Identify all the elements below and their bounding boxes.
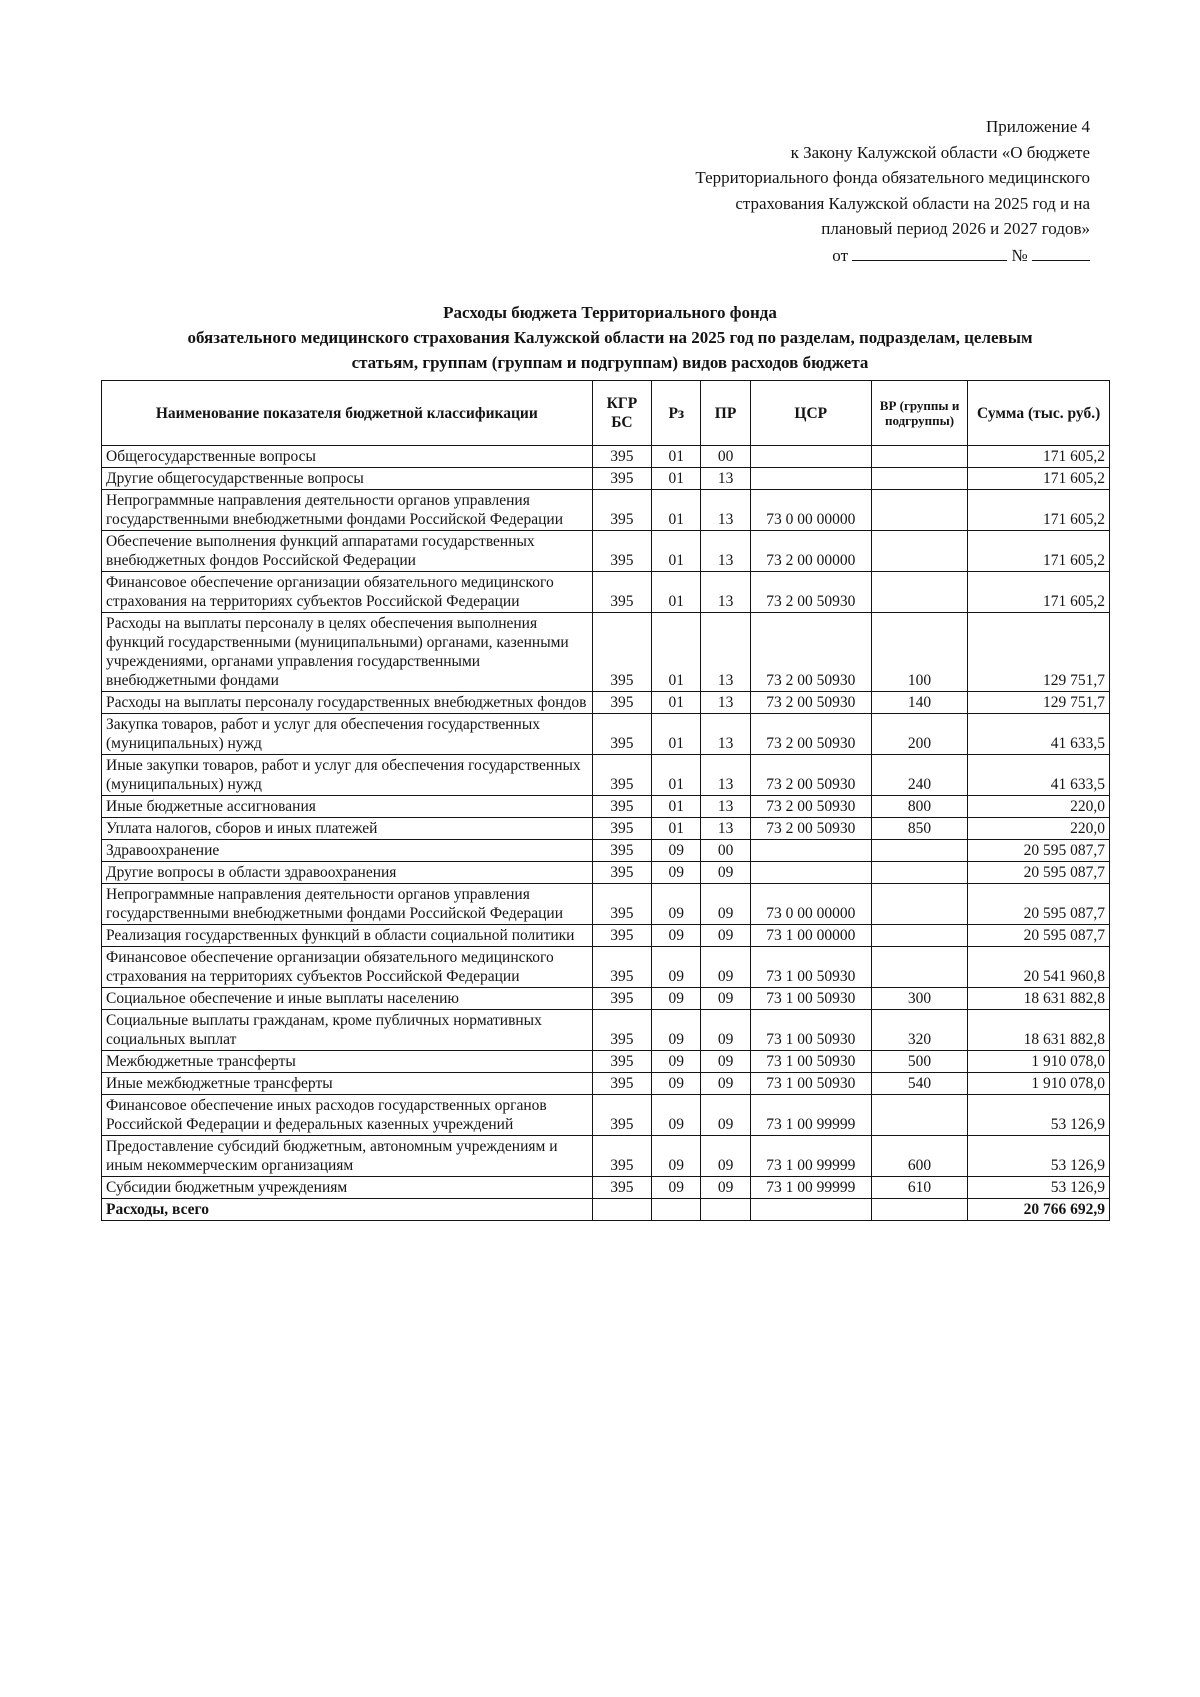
table-row — [102, 947, 1110, 988]
row-kgrbs: 395 — [592, 1177, 652, 1199]
row-sum: 1 910 078,0 — [968, 1073, 1110, 1095]
row-pr: 00 — [701, 446, 750, 468]
row-csr: 73 2 00 50930 — [750, 692, 871, 714]
row-rz: 09 — [652, 925, 701, 947]
row-csr: 73 2 00 50930 — [750, 714, 871, 755]
row-rz: 01 — [652, 796, 701, 818]
row-rz: 01 — [652, 572, 701, 613]
header-name: Наименование показателя бюджетной классификации — [102, 381, 593, 446]
row-sum: 20 595 087,7 — [968, 862, 1110, 884]
row-csr — [750, 446, 871, 468]
number-prefix: № — [1011, 245, 1028, 265]
row-pr: 13 — [701, 714, 750, 755]
row-name: Финансовое обеспечение иных расходов государственных органов Российской Федерации и федеральных казенных учреждений — [102, 1095, 593, 1136]
row-kgrbs: 395 — [592, 613, 652, 692]
row-vr — [871, 947, 967, 988]
row-pr: 09 — [701, 1073, 750, 1095]
row-csr: 73 1 00 99999 — [750, 1095, 871, 1136]
table-row — [102, 818, 1110, 840]
table-body — [102, 446, 1110, 1199]
row-sum: 41 633,5 — [968, 755, 1110, 796]
row-kgrbs: 395 — [592, 468, 652, 490]
header-rz: Рз — [652, 381, 701, 446]
row-csr: 73 1 00 99999 — [750, 1136, 871, 1177]
table-row — [102, 988, 1110, 1010]
row-csr: 73 1 00 50930 — [750, 1010, 871, 1051]
row-pr: 00 — [701, 840, 750, 862]
header-pr: ПР — [701, 381, 750, 446]
row-kgrbs: 395 — [592, 490, 652, 531]
row-csr: 73 1 00 50930 — [750, 1051, 871, 1073]
row-kgrbs: 395 — [592, 755, 652, 796]
table-row — [102, 531, 1110, 572]
row-sum: 20 595 087,7 — [968, 884, 1110, 925]
row-sum: 18 631 882,8 — [968, 988, 1110, 1010]
appendix-title: Приложение 4 — [986, 117, 1090, 136]
row-name: Финансовое обеспечение организации обязательного медицинского страхования на территориях субъектов Российской Федерации — [102, 947, 593, 988]
table-row — [102, 692, 1110, 714]
row-kgrbs: 395 — [592, 818, 652, 840]
row-name: Иные межбюджетные трансферты — [102, 1073, 593, 1095]
row-csr: 73 1 00 99999 — [750, 1177, 871, 1199]
row-vr: 200 — [871, 714, 967, 755]
total-empty-cell — [592, 1199, 652, 1221]
row-pr: 13 — [701, 796, 750, 818]
row-rz: 01 — [652, 818, 701, 840]
row-vr — [871, 884, 967, 925]
row-name: Предоставление субсидий бюджетным, автономным учреждениям и иным некоммерческим организациям — [102, 1136, 593, 1177]
appendix-line: к Закону Калужской области «О бюджете — [790, 142, 1090, 162]
row-pr: 13 — [701, 531, 750, 572]
appendix-line: Территориального фонда обязательного медицинского — [695, 168, 1090, 187]
date-blank — [852, 242, 1007, 261]
row-sum: 20 595 087,7 — [968, 925, 1110, 947]
row-kgrbs: 395 — [592, 692, 652, 714]
row-sum: 53 126,9 — [968, 1095, 1110, 1136]
row-name: Расходы на выплаты персоналу государственных внебюджетных фондов — [102, 692, 593, 714]
row-rz: 09 — [652, 884, 701, 925]
row-kgrbs: 395 — [592, 714, 652, 755]
date-prefix: от — [832, 245, 849, 265]
row-rz: 01 — [652, 531, 701, 572]
row-csr: 73 1 00 50930 — [750, 947, 871, 988]
row-rz: 09 — [652, 1051, 701, 1073]
row-csr — [750, 840, 871, 862]
row-sum: 220,0 — [968, 796, 1110, 818]
row-kgrbs: 395 — [592, 884, 652, 925]
row-pr: 13 — [701, 613, 750, 692]
table-row — [102, 755, 1110, 796]
row-kgrbs: 395 — [592, 1051, 652, 1073]
row-kgrbs: 395 — [592, 796, 652, 818]
table-row — [102, 613, 1110, 692]
table-row — [102, 468, 1110, 490]
row-sum: 171 605,2 — [968, 468, 1110, 490]
row-name: Обеспечение выполнения функций аппаратами государственных внебюджетных фондов Российской Федерации — [102, 531, 593, 572]
row-csr: 73 2 00 50930 — [750, 613, 871, 692]
row-kgrbs: 395 — [592, 947, 652, 988]
row-rz: 09 — [652, 947, 701, 988]
row-vr: 850 — [871, 818, 967, 840]
row-csr: 73 2 00 50930 — [750, 796, 871, 818]
row-pr: 13 — [701, 468, 750, 490]
row-kgrbs: 395 — [592, 446, 652, 468]
row-csr — [750, 468, 871, 490]
row-name: Иные бюджетные ассигнования — [102, 796, 593, 818]
row-rz: 01 — [652, 446, 701, 468]
row-name: Финансовое обеспечение организации обязательного медицинского страхования на территориях субъектов Российской Федерации — [102, 572, 593, 613]
total-empty-cell — [701, 1199, 750, 1221]
row-name: Реализация государственных функций в области социальной политики — [102, 925, 593, 947]
row-rz: 09 — [652, 862, 701, 884]
row-name: Другие вопросы в области здравоохранения — [102, 862, 593, 884]
table-row — [102, 1051, 1110, 1073]
row-vr — [871, 531, 967, 572]
row-name: Общегосударственные вопросы — [102, 446, 593, 468]
total-label: Расходы, всего — [102, 1199, 593, 1221]
row-kgrbs: 395 — [592, 1095, 652, 1136]
row-sum: 53 126,9 — [968, 1177, 1110, 1199]
row-sum: 1 910 078,0 — [968, 1051, 1110, 1073]
row-csr: 73 2 00 50930 — [750, 818, 871, 840]
row-pr: 13 — [701, 692, 750, 714]
row-vr — [871, 1095, 967, 1136]
total-row — [102, 1199, 1110, 1221]
appendix-line: плановый период 2026 и 2027 годов» — [821, 219, 1090, 238]
row-vr — [871, 862, 967, 884]
row-vr: 100 — [871, 613, 967, 692]
row-pr: 09 — [701, 988, 750, 1010]
appendix-date-line — [470, 242, 1090, 269]
row-rz: 01 — [652, 613, 701, 692]
row-csr: 73 2 00 00000 — [750, 531, 871, 572]
row-pr: 09 — [701, 1136, 750, 1177]
row-rz: 01 — [652, 755, 701, 796]
row-kgrbs: 395 — [592, 1136, 652, 1177]
row-sum: 171 605,2 — [968, 572, 1110, 613]
row-csr: 73 0 00 00000 — [750, 490, 871, 531]
row-pr: 09 — [701, 1051, 750, 1073]
row-pr: 09 — [701, 1177, 750, 1199]
header-kgrbs: КГР БС — [592, 381, 652, 446]
row-csr: 73 1 00 50930 — [750, 988, 871, 1010]
row-pr: 13 — [701, 572, 750, 613]
row-csr: 73 2 00 50930 — [750, 572, 871, 613]
row-kgrbs: 395 — [592, 862, 652, 884]
row-vr: 140 — [871, 692, 967, 714]
row-sum: 220,0 — [968, 818, 1110, 840]
row-name: Закупка товаров, работ и услуг для обеспечения государственных (муниципальных) нужд — [102, 714, 593, 755]
row-vr: 800 — [871, 796, 967, 818]
row-vr — [871, 572, 967, 613]
row-rz: 09 — [652, 1177, 701, 1199]
table-row — [102, 1010, 1110, 1051]
row-name: Другие общегосударственные вопросы — [102, 468, 593, 490]
row-sum: 171 605,2 — [968, 531, 1110, 572]
row-rz: 01 — [652, 714, 701, 755]
row-kgrbs: 395 — [592, 1073, 652, 1095]
row-pr: 13 — [701, 490, 750, 531]
row-vr: 540 — [871, 1073, 967, 1095]
row-rz: 01 — [652, 468, 701, 490]
row-rz: 01 — [652, 692, 701, 714]
row-pr: 13 — [701, 755, 750, 796]
row-pr: 09 — [701, 1095, 750, 1136]
row-sum: 20 595 087,7 — [968, 840, 1110, 862]
total-sum: 20 766 692,9 — [968, 1199, 1110, 1221]
row-rz: 09 — [652, 1136, 701, 1177]
row-vr: 320 — [871, 1010, 967, 1051]
table-row — [102, 490, 1110, 531]
row-sum: 20 541 960,8 — [968, 947, 1110, 988]
row-sum: 171 605,2 — [968, 490, 1110, 531]
row-pr: 09 — [701, 947, 750, 988]
row-vr: 240 — [871, 755, 967, 796]
total-empty-cell — [750, 1199, 871, 1221]
row-pr: 09 — [701, 925, 750, 947]
title-line: обязательного медицинского страхования Калужской области на 2025 год по разделам, подразделам, целевым — [187, 328, 1033, 347]
number-blank — [1032, 242, 1090, 261]
table-row — [102, 572, 1110, 613]
row-sum: 171 605,2 — [968, 446, 1110, 468]
title-line: Расходы бюджета Территориального фонда — [443, 303, 777, 322]
row-sum: 53 126,9 — [968, 1136, 1110, 1177]
row-csr: 73 1 00 50930 — [750, 1073, 871, 1095]
row-pr: 13 — [701, 818, 750, 840]
row-name: Здравоохранение — [102, 840, 593, 862]
row-vr: 500 — [871, 1051, 967, 1073]
table-row — [102, 796, 1110, 818]
row-rz: 09 — [652, 1010, 701, 1051]
table-row — [102, 1095, 1110, 1136]
row-name: Социальное обеспечение и иные выплаты населению — [102, 988, 593, 1010]
row-sum: 18 631 882,8 — [968, 1010, 1110, 1051]
header-sum: Сумма (тыс. руб.) — [968, 381, 1110, 446]
row-rz: 09 — [652, 1095, 701, 1136]
row-kgrbs: 395 — [592, 925, 652, 947]
table-header-row — [102, 381, 1110, 446]
row-rz: 09 — [652, 988, 701, 1010]
row-vr — [871, 840, 967, 862]
row-name: Уплата налогов, сборов и иных платежей — [102, 818, 593, 840]
row-name: Расходы на выплаты персоналу в целях обеспечения выполнения функций государственными (муниципальными) органами, казенными учреждениями, органами управления государственными внебюджетными фондами — [102, 613, 593, 692]
row-rz: 09 — [652, 840, 701, 862]
table-row — [102, 1177, 1110, 1199]
row-vr: 600 — [871, 1136, 967, 1177]
row-kgrbs: 395 — [592, 988, 652, 1010]
table-row — [102, 884, 1110, 925]
table-row — [102, 446, 1110, 468]
row-name: Иные закупки товаров, работ и услуг для обеспечения государственных (муниципальных) нужд — [102, 755, 593, 796]
table-row — [102, 1136, 1110, 1177]
table-row — [102, 714, 1110, 755]
header-csr: ЦСР — [750, 381, 871, 446]
appendix-header — [470, 114, 1090, 268]
row-rz: 01 — [652, 490, 701, 531]
row-name: Межбюджетные трансферты — [102, 1051, 593, 1073]
table-row — [102, 862, 1110, 884]
row-kgrbs: 395 — [592, 840, 652, 862]
row-kgrbs: 395 — [592, 1010, 652, 1051]
row-kgrbs: 395 — [592, 531, 652, 572]
table-row — [102, 925, 1110, 947]
row-sum: 41 633,5 — [968, 714, 1110, 755]
row-name: Непрограммные направления деятельности органов управления государственными внебюджетными фондами Российской Федерации — [102, 884, 593, 925]
header-vr: ВР (группы и подгруппы) — [871, 381, 967, 446]
row-csr: 73 0 00 00000 — [750, 884, 871, 925]
row-csr: 73 2 00 50930 — [750, 755, 871, 796]
row-pr: 09 — [701, 884, 750, 925]
row-sum: 129 751,7 — [968, 692, 1110, 714]
row-name: Субсидии бюджетным учреждениям — [102, 1177, 593, 1199]
budget-table — [101, 380, 1110, 1221]
appendix-line: страхования Калужской области на 2025 год и на — [735, 193, 1090, 213]
row-vr — [871, 446, 967, 468]
total-empty-cell — [652, 1199, 701, 1221]
row-csr — [750, 862, 871, 884]
table-row — [102, 1073, 1110, 1095]
row-vr — [871, 490, 967, 531]
row-rz: 09 — [652, 1073, 701, 1095]
title-line: статьям, группам (группам и подгруппам) видов расходов бюджета — [351, 353, 869, 372]
document-title — [90, 300, 1130, 375]
row-vr — [871, 468, 967, 490]
row-kgrbs: 395 — [592, 572, 652, 613]
table-row — [102, 840, 1110, 862]
row-pr: 09 — [701, 1010, 750, 1051]
total-empty-cell — [871, 1199, 967, 1221]
row-pr: 09 — [701, 862, 750, 884]
row-name: Социальные выплаты гражданам, кроме публичных нормативных социальных выплат — [102, 1010, 593, 1051]
row-csr: 73 1 00 00000 — [750, 925, 871, 947]
row-vr — [871, 925, 967, 947]
row-name: Непрограммные направления деятельности органов управления государственными внебюджетными фондами Российской Федерации — [102, 490, 593, 531]
row-vr: 300 — [871, 988, 967, 1010]
row-sum: 129 751,7 — [968, 613, 1110, 692]
row-vr: 610 — [871, 1177, 967, 1199]
